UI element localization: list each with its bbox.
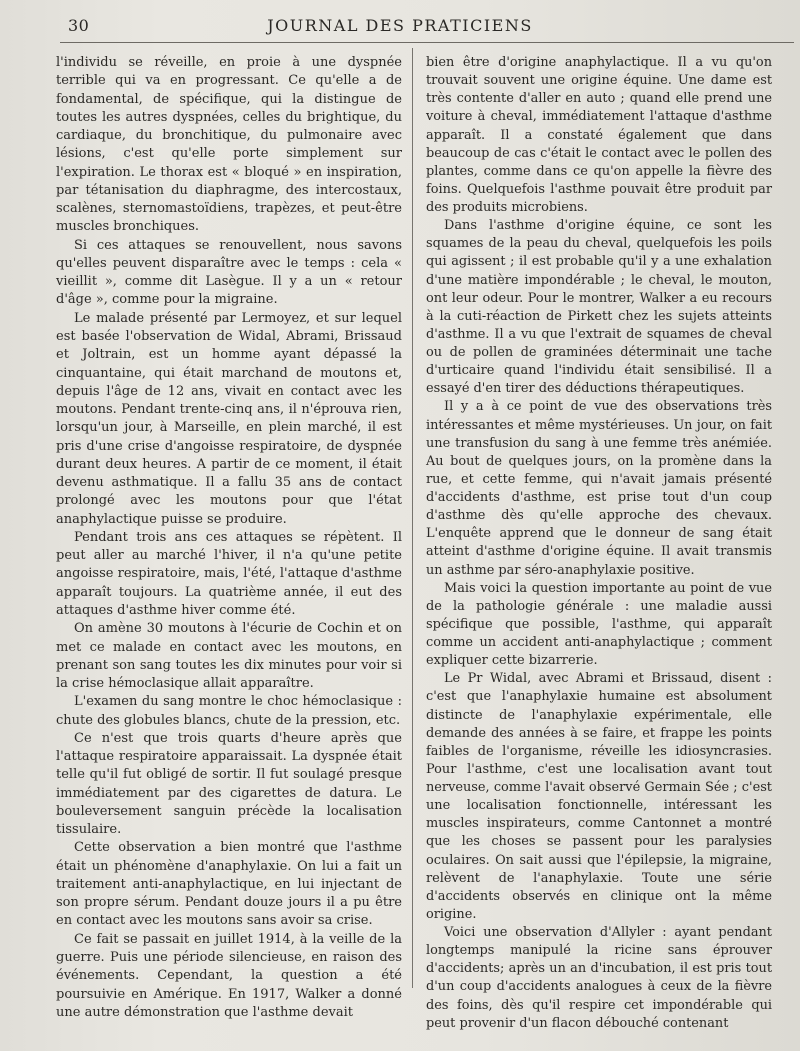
paragraph: Ce n'est que trois quarts d'heure après que l'attaque respiratoire apparaissait. La dyspnée était telle qu'il fut obligé de sortir. Il fut soulagé presque immédiatement par des cigarettes de datura. Le bouleversement sanguin précède la localisation tissulaire. — [56, 730, 402, 838]
paragraph: bien être d'origine anaphylactique. Il a vu qu'on trouvait souvent une origine équine. Une dame est très contente d'aller en auto ; quand elle prend une voiture à cheval, immédiatement l'attaque d'asthme apparaît. Il a constaté également que dans beaucoup de cas c'était le contact avec le pollen des plantes, comme dans ce qu'on appelle la fièvre des foins. Quelquefois l'asthme pouvait être produit par des produits microbiens. — [426, 55, 772, 215]
paragraph: Ce fait se passait en juillet 1914, à la veille de la guerre. Puis une période silencieuse, en raison des événements. Cependant, la question a été poursuivie en Amérique. En 1917, Walker a donné une autre démonstration que l'asthme devait — [56, 931, 402, 1020]
page-header — [0, 16, 800, 44]
paragraph: Dans l'asthme d'origine équine, ce sont les squames de la peau du cheval, quelquefois les poils qui agissent ; il est probable qu'il y a une exhalation d'une matière impondérable ; le cheval, le mouton, ont leur odeur. Pour le montrer, Walker a eu recours à la cuti-réaction de Pirkett chez les sujets atteints d'asthme. Il a vu que l'extrait de squames de cheval ou de pollen de graminées déterminait une tache d'urticaire quand l'individu était sensibilisé. Il a essayé d'en tirer des déductions thérapeutiques. — [426, 218, 772, 397]
paragraph: Mais voici la question importante au point de vue de la pathologie générale : une maladie aussi spécifique que possible, l'asthme, qui apparaît comme un accident anti-anaphylactique ; comment expliquer cette bizarrerie. — [426, 580, 772, 669]
page-number: 30 — [68, 16, 90, 35]
paragraph: On amène 30 moutons à l'écurie de Cochin et on met ce malade en contact avec les moutons, en prenant son sang toutes les dix minutes pour voir si la crise hémoclasique allait apparaître. — [56, 621, 402, 692]
paragraph: Si ces attaques se renouvellent, nous savons qu'elles peuvent disparaître avec le temps : cela « vieillit », comme dit Lasègue. Il y a un « retour d'âge », comme pour la migraine. — [56, 237, 402, 308]
left-column — [56, 54, 402, 1022]
paragraph: Il y a à ce point de vue des observations très intéressantes et même mystérieuses. Un jour, on fait une transfusion du sang à une femme très anémiée. Au bout de quelques jours, on la promène dans la rue, et cette femme, qui n'avait jamais présenté d'accidents d'asthme, est prise tout d'un coup d'asthme dès qu'elle approche des chevaux. L'enquête apprend que le donneur de sang était atteint d'asthme d'origine équine. Il avait transmis un asthme par séro-anaphylaxie positive. — [426, 399, 772, 578]
paragraph: Pendant trois ans ces attaques se répètent. Il peut aller au marché l'hiver, il n'a qu'une petite angoisse respiratoire, mais, l'été, l'attaque d'asthme apparaît toujours. La quatrième année, il eut des attaques d'asthme hiver comme été. — [56, 529, 402, 618]
paragraph: Cette observation a bien montré que l'asthme était un phénomène d'anaphylaxie. On lui a fait un traitement anti-anaphylactique, en lui injectant de son propre sérum. Pendant douze jours il a pu être en contact avec les moutons sans avoir sa crise. — [56, 840, 402, 929]
paragraph: Voici une observation d'Allyler : ayant pendant longtemps manipulé la ricine sans éprouver d'accidents; après un an d'incubation, il est pris tout d'un coup d'accidents analogues à ceux de la fièvre des foins, dès qu'il respire cet impondérable qui peut provenir d'un flacon débouché contenant — [426, 925, 772, 1031]
paragraph: Le malade présenté par Lermoyez, et sur lequel est basée l'observation de Widal, Abrami, Brissaud et Joltrain, est un homme ayant dépassé la cinquantaine, qui était marchand de moutons et, depuis l'âge de 12 ans, vivait en contact avec les moutons. Pendant trente-cinq ans, il n'éprouva rien, lorsqu'un jour, à Marseille, en plein marché, il est pris d'une crise d'angoisse respiratoire, de dyspnée durant deux heures. A partir de ce moment, il était devenu asthmatique. Il a fallu 35 ans de contact prolongé avec les moutons pour que l'état anaphylactique puisse se produire. — [56, 310, 402, 527]
column-divider — [412, 48, 413, 988]
paragraph: l'individu se réveille, en proie à une dyspnée terrible qui va en progressant. Ce qu'elle a de fondamental, de spécifique, qui la distingue de toutes les autres dyspnées, celles du brightique, du cardiaque, du bronchitique, du pulmonaire avec lésions, c'est qu'elle porte simplement sur l'expiration. Le thorax est « bloqué » en inspiration, par tétanisation du diaphragme, des intercostaux, scalènes, sternomastoïdiens, trapèzes, et peut-être muscles bronchiques. — [56, 55, 402, 235]
right-column — [426, 54, 772, 1033]
paragraph: Le Pr Widal, avec Abrami et Brissaud, disent : c'est que l'anaphylaxie humaine est absolument distincte de l'anaphylaxie expérimentale, elle demande des années à se faire, et frappe les points faibles de l'organisme, réveille les idiosyncrasies. Pour l'asthme, c'est une localisation avant tout nerveuse, comme l'avait observé Germain Sée ; c'est une localisation fonctionnelle, intéressant les muscles inspirateurs, comme Cantonnet a montré que les choses se passent pour les paralysies oculaires. On sait aussi que l'épilepsie, la migraine, relèvent de l'anaphylaxie. Toute une série d'accidents observés en clinique ont la même origine. — [426, 671, 772, 922]
running-title: JOURNAL DES PRATICIENS — [267, 16, 533, 35]
header-rule — [60, 42, 794, 43]
paragraph: L'examen du sang montre le choc hémoclasique : chute des globules blancs, chute de la pression, etc. — [56, 694, 402, 728]
